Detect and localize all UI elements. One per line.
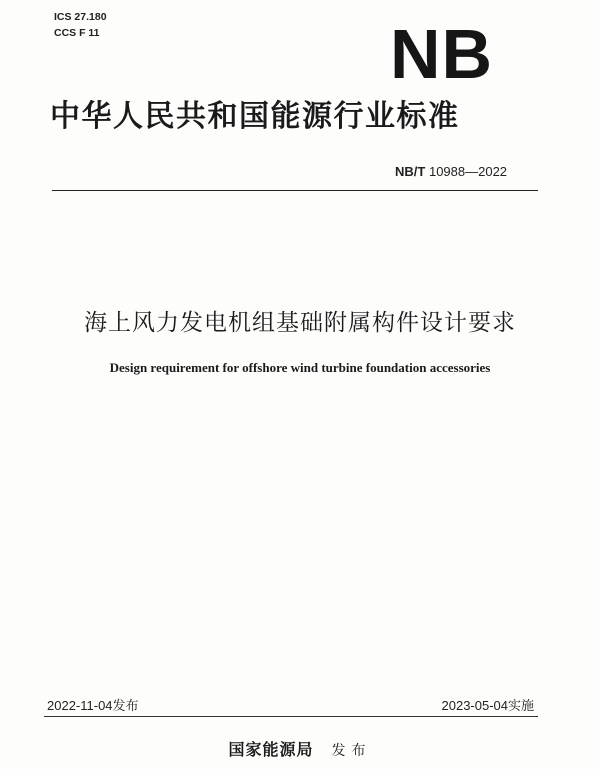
implementation-date: 2023-05-04实施: [441, 698, 534, 713]
ics-code: ICS 27.180: [54, 11, 107, 23]
standard-number-prefix: NB/T: [395, 164, 426, 179]
nb-logo: NB: [390, 15, 494, 93]
standard-number-value: 10988—2022: [428, 164, 508, 179]
header-divider: [52, 190, 538, 191]
ccs-code: CCS F 11: [54, 27, 100, 39]
issue-date: 2022-11-04发布: [47, 698, 139, 713]
org-title: 中华人民共和国能源行业标准: [50, 99, 460, 134]
chinese-title: 海上风力发电机组基础附属构件设计要求: [84, 310, 516, 336]
classification-codes: [54, 9, 107, 41]
publisher-line: [0, 738, 600, 763]
english-title: Design requirement for offshore wind turbine foundation accessories: [109, 360, 491, 375]
publisher-organization: 国家能源局: [228, 740, 314, 759]
publisher-action: 发布: [331, 743, 372, 759]
footer-divider: [44, 716, 538, 717]
standard-number: [395, 163, 507, 181]
